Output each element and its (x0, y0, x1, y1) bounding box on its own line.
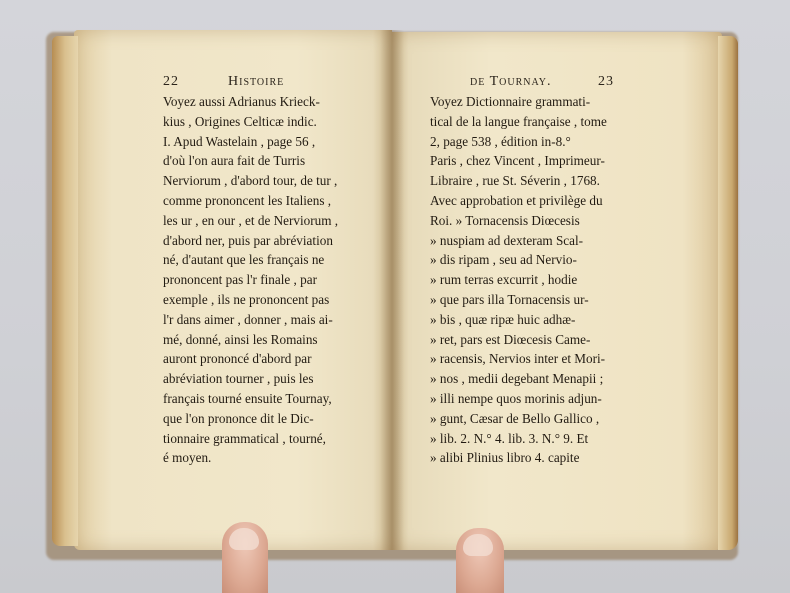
text-line: » alibi Plinius libro 4. capite (430, 450, 580, 466)
right-running-head: de Tournay. (470, 74, 552, 89)
thumbnail-nail (229, 528, 259, 550)
text-line: » bis , quæ ripæ huic adhæ- (430, 311, 576, 327)
left-page-number: 22 (163, 74, 179, 89)
text-line: » nos , medii degebant Menapii ; (430, 371, 604, 387)
text-line: Voyez Dictionnaire grammati- (430, 94, 591, 109)
text-line: » nuspiam ad dexteram Scal- (430, 232, 584, 248)
text-line: Voyez aussi Adrianus Krieck- (163, 94, 320, 109)
text-line: Nerviorum , d'abord tour, de tur , (163, 173, 338, 189)
text-line: auront prononcé d'abord par (163, 351, 312, 367)
thumbnail-nail (463, 534, 493, 556)
left-page-text (163, 92, 383, 468)
text-line: d'abord ner, puis par abréviation (163, 232, 333, 248)
text-line: Libraire , rue St. Séverin , 1768. (430, 173, 600, 189)
text-line: Paris , chez Vincent , Imprimeur- (430, 153, 605, 169)
right-page-text (430, 92, 630, 468)
text-line: I. Apud Wastelain , page 56 , (163, 133, 316, 149)
text-line: » rum terras excurrit , hodie (430, 272, 578, 288)
text-line: Avec approbation et privilège du (430, 192, 603, 208)
text-line: né, d'autant que les français ne (163, 252, 325, 268)
text-line: que l'on prononce dit le Dic- (163, 410, 314, 426)
text-line: tionnaire grammatical , tourné, (163, 430, 326, 446)
left-thumb (222, 522, 268, 593)
right-thumb (456, 528, 504, 593)
text-line: 2, page 538 , édition in-8.° (430, 133, 571, 149)
text-line: é moyen. (163, 450, 212, 466)
text-line: comme prononcent les Italiens , (163, 192, 332, 208)
text-line: les ur , en our , et de Nerviorum , (163, 212, 339, 228)
text-line: exemple , ils ne prononcent pas (163, 291, 330, 307)
text-line: » lib. 2. N.° 4. lib. 3. N.° 9. Et (430, 430, 589, 446)
text-line: abréviation tourner , puis les (163, 371, 314, 387)
text-line: l'r dans aimer , donner , mais ai- (163, 311, 333, 327)
text-line: » dis ripam , seu ad Nervio- (430, 252, 577, 268)
text-line: d'où l'on aura fait de Turris (163, 153, 306, 169)
text-line: » racensis, Nervios inter et Mori- (430, 351, 606, 367)
text-line: Roi. » Tornacensis Diœcesis (430, 212, 580, 228)
book-gutter (380, 30, 404, 550)
text-line: mé, donné, ainsi les Romains (163, 331, 318, 347)
left-running-head: Histoire (228, 74, 285, 89)
text-line: » gunt, Cæsar de Bello Gallico , (430, 410, 600, 426)
text-line: prononcent pas l'r finale , par (163, 272, 317, 288)
text-line: français tourné ensuite Tournay, (163, 390, 332, 406)
text-line: » ret, pars est Diœcesis Came- (430, 331, 591, 347)
right-page-number: 23 (598, 74, 614, 89)
text-line: kius , Origines Celticæ indic. (163, 113, 317, 129)
text-line: tical de la langue française , tome (430, 113, 607, 129)
text-line: » que pars illa Tornacensis ur- (430, 291, 589, 307)
text-line: » illi nempe quos morinis adjun- (430, 390, 602, 406)
